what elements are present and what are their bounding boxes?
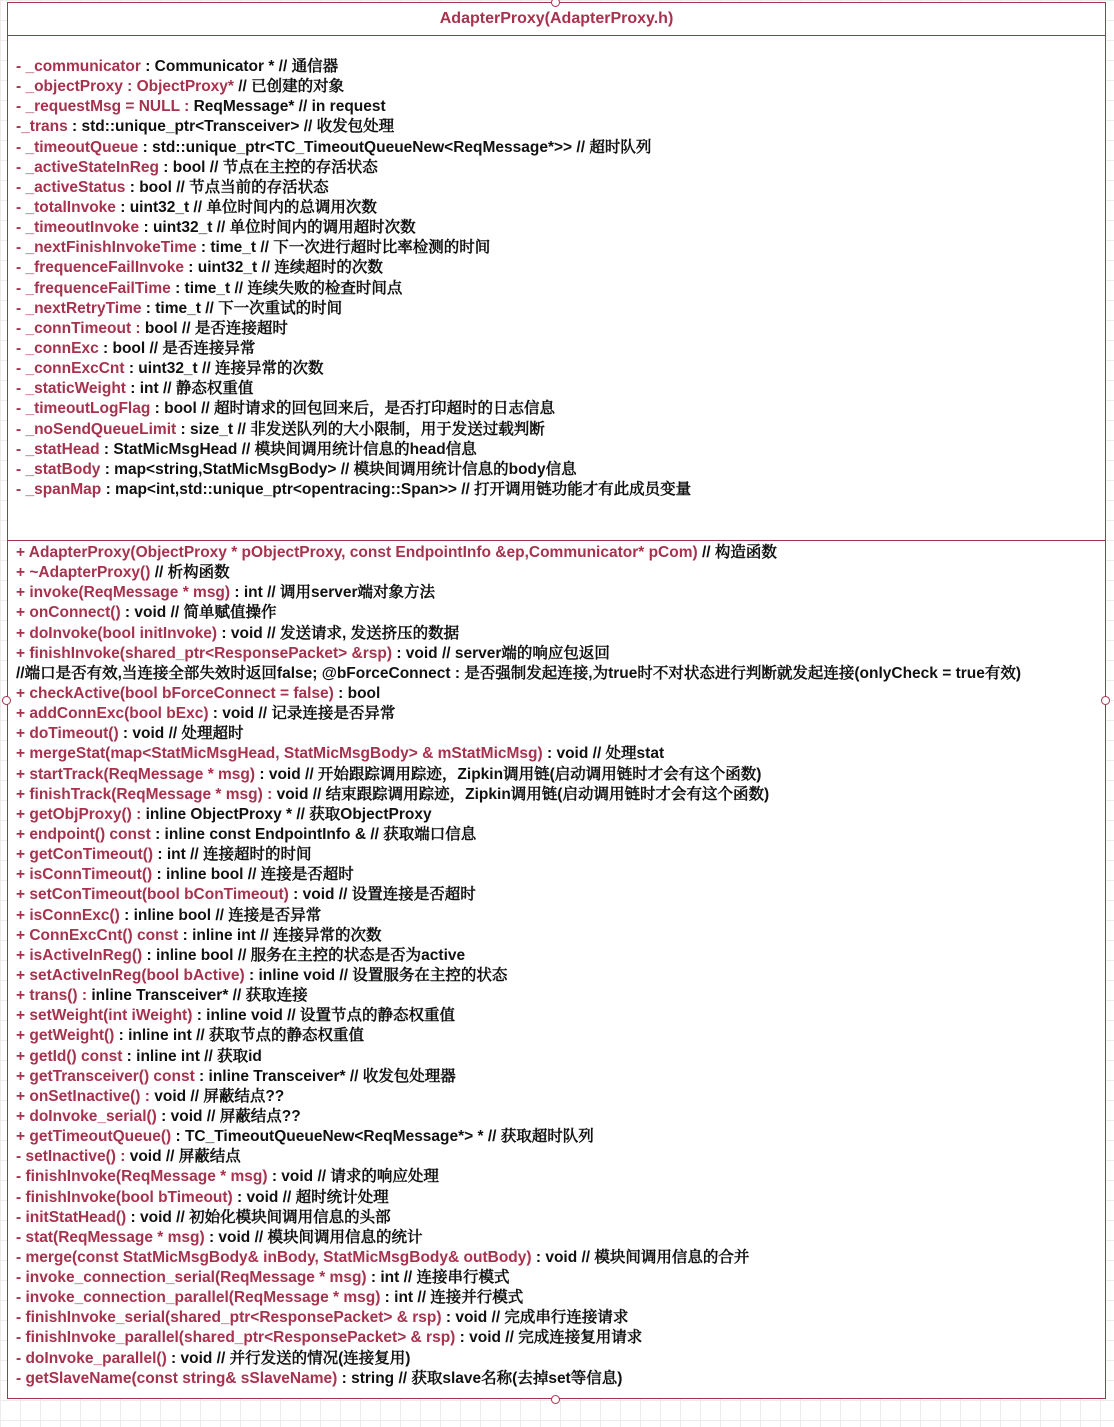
operation-row-name: - finishInvoke_serial(shared_ptr<ResponsePacket> & rsp): [16, 1309, 442, 1327]
operation-row[interactable]: [16, 704, 1105, 724]
attribute-row[interactable]: [16, 77, 1105, 97]
operation-row-signature: : inline void // 设置节点的静态权重值: [192, 1007, 456, 1025]
operation-row[interactable]: [16, 583, 1105, 603]
operation-row-signature: // 构造函数: [697, 544, 777, 561]
operation-row-name: + ~AdapterProxy(): [16, 564, 151, 582]
operation-row-signature: : void // 屏蔽结点??: [156, 1107, 301, 1125]
attribute-row[interactable]: [16, 138, 1105, 158]
operation-row-signature: // 析构函数: [150, 564, 230, 582]
operation-row[interactable]: [16, 603, 1105, 623]
operation-row-name: + isConnExc(): [16, 906, 120, 924]
attribute-row[interactable]: [16, 117, 1105, 137]
operation-row-signature: : void // server端的响应包返回: [392, 644, 610, 662]
attribute-row[interactable]: [16, 97, 1105, 117]
operation-row-name: + setConTimeout(bool bConTimeout): [16, 886, 289, 904]
operation-row[interactable]: [16, 744, 1105, 764]
uml-class-box[interactable]: [7, 2, 1106, 1399]
operation-row-name: + isActiveInReg(): [16, 946, 143, 964]
operation-row-signature: : void // 模块间调用信息的统计: [204, 1228, 423, 1246]
operation-row-signature: : void // 记录连接是否异常: [208, 705, 396, 723]
operation-row[interactable]: [16, 785, 1105, 805]
bottom-handle[interactable]: [551, 1395, 560, 1404]
operation-row[interactable]: [16, 1349, 1105, 1369]
attribute-row-signature: : time_t // 下一次重试的时间: [141, 299, 343, 317]
operation-row-signature: : inline int // 获取节点的静态权重值: [114, 1027, 365, 1045]
operation-row-name: + invoke(ReqMessage * msg): [16, 584, 231, 602]
attribute-row-name: - _connTimeout :: [16, 319, 141, 337]
attribute-row[interactable]: [16, 399, 1105, 419]
operation-row-name: + doInvoke(bool initInvoke): [16, 624, 218, 642]
attribute-row-name: - _timeoutInvoke: [16, 219, 140, 237]
operation-row-signature: : int // 连接串行模式: [366, 1269, 510, 1287]
attribute-row[interactable]: [16, 238, 1105, 258]
attribute-row[interactable]: [16, 339, 1105, 359]
operation-row-name: - merge(const StatMicMsgBody& inBody, StatMicMsgBody& outBody): [16, 1248, 532, 1266]
operation-row-signature: : void // 简单赋值操作: [120, 604, 277, 622]
operation-row-name: + endpoint() const: [16, 825, 151, 843]
operation-row-name: + doInvoke_serial(): [16, 1107, 157, 1125]
attribute-row-name: - _statBody: [16, 460, 101, 478]
operation-row-signature: : inline Transceiver* // 收发包处理器: [194, 1067, 456, 1085]
attribute-row-signature: : uint32_t // 连接异常的次数: [124, 360, 324, 378]
operation-row-signature: : void // 完成串行连接请求: [441, 1309, 629, 1327]
operation-row-name: + onSetInactive() :: [16, 1087, 150, 1105]
attribute-row-name: - _connExc: [16, 339, 99, 357]
operation-row[interactable]: [16, 1268, 1105, 1288]
operation-row-signature: void // 结束跟踪调用踪迹，Zipkin调用链(启动调用链时才会有这个函数): [272, 785, 770, 803]
attribute-row-signature: : Communicator * // 通信器: [140, 58, 339, 75]
attribute-row-name: - _noSendQueueLimit: [16, 420, 177, 438]
operation-row[interactable]: [16, 1328, 1105, 1348]
operation-row-name: - initStatHead(): [16, 1208, 127, 1226]
attributes-compartment: [8, 36, 1105, 541]
attribute-row-signature: : std::unique_ptr<TC_TimeoutQueueNew<ReqMessage*>> // 超时队列: [138, 138, 652, 156]
operation-row-signature: : inline void // 设置服务在主控的状态: [244, 966, 508, 984]
operation-row[interactable]: [16, 946, 1105, 966]
attribute-row[interactable]: [16, 198, 1105, 218]
attribute-row-name: - _totalInvoke: [16, 198, 116, 216]
operation-row[interactable]: [16, 563, 1105, 583]
operation-row[interactable]: [16, 1188, 1105, 1208]
operation-row-signature: : void // 模块间调用信息的合并: [531, 1248, 750, 1266]
operation-row[interactable]: [16, 1248, 1105, 1268]
operation-row[interactable]: [16, 765, 1105, 785]
attribute-row-name: - _requestMsg = NULL :: [16, 98, 190, 116]
operation-row-signature: inline ObjectProxy * // 获取ObjectProxy: [141, 805, 432, 823]
operation-row-name: + finishInvoke(shared_ptr<ResponsePacket> &rsp): [16, 644, 393, 662]
attribute-row-signature: : map<int,std::unique_ptr<opentracing::Span>> // 打开调用链功能才有此成员变量: [101, 480, 692, 498]
attribute-row-signature: : uint32_t // 单位时间内的总调用次数: [115, 198, 377, 216]
attribute-row-signature: : int // 静态权重值: [125, 380, 254, 398]
operation-row-signature: : string // 获取slave名称(去掉set等信息): [337, 1369, 623, 1387]
operation-row-name: - invoke_connection_serial(ReqMessage * msg): [16, 1269, 367, 1287]
operation-row-name: + trans() :: [16, 987, 88, 1005]
operation-row-signature: : inline const EndpointInfo & // 获取端口信息: [150, 825, 477, 843]
operation-row[interactable]: [16, 1147, 1105, 1167]
attribute-row-name: - _nextFinishInvokeTime: [16, 239, 197, 257]
operation-row[interactable]: [16, 1026, 1105, 1046]
operation-row[interactable]: [16, 684, 1105, 704]
class-title: AdapterProxy(AdapterProxy.h): [8, 3, 1105, 36]
operation-row-name: + getTimeoutQueue(): [16, 1128, 172, 1146]
operation-row-name: + ConnExcCnt() const: [16, 926, 179, 944]
attribute-row[interactable]: [16, 299, 1105, 319]
operation-row-name: + mergeStat(map<StatMicMsgHead, StatMicMsgBody> & mStatMicMsg): [16, 745, 543, 763]
operation-row-signature: : int // 连接并行模式: [380, 1289, 524, 1307]
operation-row[interactable]: [16, 1308, 1105, 1328]
operation-row-name: + doTimeout(): [16, 725, 119, 743]
operation-row-name: - doInvoke_parallel(): [16, 1349, 167, 1367]
operation-row-signature: inline Transceiver* // 获取连接: [87, 987, 308, 1005]
operation-row[interactable]: [16, 1107, 1105, 1127]
attribute-row[interactable]: [16, 359, 1105, 379]
attribute-row-name: - _frequenceFailTime: [16, 279, 171, 297]
attribute-row[interactable]: [16, 258, 1105, 278]
operation-row-signature: : void // 开始跟踪调用踪迹，Zipkin调用链(启动调用链时才会有这个函数): [255, 765, 762, 783]
operation-row[interactable]: [16, 966, 1105, 986]
operation-row-signature: : void // 请求的响应处理: [267, 1168, 439, 1186]
operation-row[interactable]: [16, 1047, 1105, 1067]
operation-row-signature: : void // 发送请求, 发送挤压的数据: [217, 624, 460, 642]
operation-row-name: + finishTrack(ReqMessage * msg) :: [16, 785, 273, 803]
operation-row[interactable]: [16, 1288, 1105, 1308]
operation-row-name: - invoke_connection_parallel(ReqMessage * msg): [16, 1289, 381, 1307]
attribute-row-name: - _activeStateInReg: [16, 158, 159, 176]
operation-row-name: + addConnExc(bool bExc): [16, 705, 209, 723]
operation-row[interactable]: [16, 1228, 1105, 1248]
operation-row[interactable]: [16, 845, 1105, 865]
attribute-row[interactable]: [16, 57, 1105, 77]
operation-row[interactable]: [16, 825, 1105, 845]
attribute-row[interactable]: [16, 480, 1105, 500]
operation-row-signature: : inline bool // 连接是否异常: [119, 906, 322, 924]
attribute-row-name: -_trans: [16, 118, 68, 136]
attribute-row-signature: : bool // 节点当前的存活状态: [125, 178, 329, 196]
attribute-row-name: - _timeoutQueue: [16, 138, 139, 156]
attribute-row-name: - _frequenceFailInvoke: [16, 259, 184, 277]
operation-row-signature: : bool: [333, 684, 381, 702]
operation-row-name: + checkActive(bool bForceConnect = false): [16, 684, 334, 702]
operation-row[interactable]: [16, 1167, 1105, 1187]
attribute-row[interactable]: [16, 158, 1105, 178]
attribute-row-signature: : uint32_t // 单位时间内的调用超时次数: [139, 219, 416, 237]
operation-row[interactable]: [16, 1087, 1105, 1107]
attribute-row-signature: bool // 是否连接超时: [140, 319, 288, 337]
operation-row[interactable]: [16, 543, 1105, 563]
attribute-row-name: - _timeoutLogFlag: [16, 400, 151, 418]
operation-row[interactable]: [16, 1369, 1105, 1389]
left-handle[interactable]: [2, 696, 11, 705]
operation-row-signature: //端口是否有效,当连接全部失效时返回false; @bForceConnect : 是否强制发起连接,为true时不对状态进行判断就发起连接(onlyCheck = true有效): [16, 664, 1022, 682]
attribute-row[interactable]: [16, 460, 1105, 480]
attribute-row-name: - _spanMap: [16, 480, 102, 498]
attribute-row[interactable]: [16, 379, 1105, 399]
operation-row-name: - stat(ReqMessage * msg): [16, 1228, 205, 1246]
operation-row-name: + getId() const: [16, 1047, 123, 1065]
operation-row[interactable]: [16, 624, 1105, 644]
attribute-row-name: - _connExcCnt: [16, 360, 125, 378]
attribute-row-name: - _statHead: [16, 440, 100, 458]
attribute-row-signature: : StatMicMsgHead // 模块间调用统计信息的head信息: [99, 440, 477, 458]
attribute-row-name: - _communicator: [16, 58, 141, 75]
operation-row[interactable]: [16, 926, 1105, 946]
operations-compartment: [8, 541, 1105, 1389]
operation-row-name: + getObjProxy() :: [16, 805, 142, 823]
operation-row-name: - getSlaveName(const string& sSlaveName): [16, 1369, 338, 1387]
operation-row-signature: : int // 连接超时的时间: [153, 846, 312, 864]
operation-row-signature: : inline int // 获取id: [122, 1047, 262, 1065]
operation-row[interactable]: [16, 1208, 1105, 1228]
operation-row-signature: : inline bool // 连接是否超时: [152, 866, 354, 884]
attribute-row-name: - _nextRetryTime: [16, 299, 142, 317]
right-handle[interactable]: [1101, 696, 1110, 705]
attribute-row[interactable]: [16, 279, 1105, 299]
operation-row-name: + getTransceiver() const: [16, 1067, 195, 1085]
operation-row[interactable]: [16, 644, 1105, 664]
operation-row-name: + setActiveInReg(bool bActive): [16, 966, 245, 984]
operation-row-signature: : void // 设置连接是否超时: [288, 886, 476, 904]
operation-row-name: - finishInvoke(ReqMessage * msg): [16, 1168, 268, 1186]
operation-row[interactable]: [16, 805, 1105, 825]
operation-row-name: + AdapterProxy(ObjectProxy * pObjectProxy, const EndpointInfo &ep,Communicator* pCom): [16, 544, 698, 561]
attribute-row-signature: : bool // 节点在主控的存活状态: [159, 158, 378, 176]
attribute-row-name: - _staticWeight: [16, 380, 126, 398]
operation-row[interactable]: [16, 906, 1105, 926]
attribute-row-name: - _activeStatus: [16, 178, 126, 196]
operation-row-signature: void // 屏蔽结点??: [149, 1087, 285, 1105]
attribute-row-signature: // 已创建的对象: [233, 78, 345, 96]
operation-row-signature: : void // 处理stat: [542, 745, 665, 763]
attribute-row-signature: : size_t // 非发送队列的大小限制，用于发送过载判断: [176, 420, 545, 438]
attribute-row[interactable]: [16, 440, 1105, 460]
operation-row-signature: : void // 处理超时: [118, 725, 244, 743]
operation-row-signature: : void // 初始化模块间调用信息的头部: [126, 1208, 391, 1226]
attribute-row[interactable]: [16, 218, 1105, 238]
attribute-row-signature: : time_t // 下一次进行超时比率检测的时间: [196, 239, 491, 257]
operation-row[interactable]: [16, 986, 1105, 1006]
operation-row-signature: : void // 并行发送的情况(连接复用): [166, 1349, 411, 1367]
operation-row[interactable]: [16, 865, 1105, 885]
operation-row-name: + getWeight(): [16, 1027, 115, 1045]
operation-row-name: - finishInvoke_parallel(shared_ptr<ResponsePacket> & rsp): [16, 1329, 456, 1347]
operation-row[interactable]: [16, 885, 1105, 905]
attribute-row[interactable]: [16, 319, 1105, 339]
attribute-row-signature: : std::unique_ptr<Transceiver> // 收发包处理: [67, 118, 395, 136]
operation-row-name: + startTrack(ReqMessage * msg): [16, 765, 256, 783]
attribute-row-signature: : bool // 是否连接异常: [98, 339, 256, 357]
operation-row-signature: void // 屏蔽结点: [125, 1148, 241, 1166]
operation-row-signature: : void // 完成连接复用请求: [455, 1329, 643, 1347]
attribute-row[interactable]: [16, 420, 1105, 440]
operation-row-name: + setWeight(int iWeight): [16, 1007, 193, 1025]
operation-row-signature: : TC_TimeoutQueueNew<ReqMessage*> * // 获取超时队列: [171, 1128, 594, 1146]
operation-row-name: + onConnect(): [16, 604, 121, 622]
attribute-row-signature: : bool // 超时请求的回包回来后，是否打印超时的日志信息: [150, 400, 556, 418]
operation-row-signature: : inline int // 连接异常的次数: [178, 926, 382, 944]
operation-row-name: - setInactive() :: [16, 1148, 126, 1166]
operation-row[interactable]: [16, 1006, 1105, 1026]
operation-row-signature: : inline bool // 服务在主控的状态是否为active: [142, 946, 466, 964]
attribute-row-name: - _objectProxy : ObjectProxy*: [16, 78, 234, 96]
operation-row-name: + isConnTimeout(): [16, 866, 153, 884]
operation-row[interactable]: [16, 1067, 1105, 1087]
attribute-row-signature: ReqMessage* // in request: [189, 98, 386, 116]
operation-row-name: - finishInvoke(bool bTimeout): [16, 1188, 233, 1206]
operation-row-signature: : void // 超时统计处理: [232, 1188, 389, 1206]
operation-row-name: + getConTimeout(): [16, 846, 154, 864]
attribute-row[interactable]: [16, 178, 1105, 198]
operation-row[interactable]: [16, 1127, 1105, 1147]
attribute-row-signature: : uint32_t // 连续超时的次数: [183, 259, 383, 277]
attribute-row-signature: : map<string,StatMicMsgBody> // 模块间调用统计信息的body信息: [100, 460, 577, 478]
operation-row-signature: : int // 调用server端对象方法: [230, 584, 436, 602]
attribute-row-signature: : time_t // 连续失败的检查时间点: [170, 279, 403, 297]
operation-row[interactable]: [16, 664, 1105, 684]
operation-row[interactable]: [16, 724, 1105, 744]
